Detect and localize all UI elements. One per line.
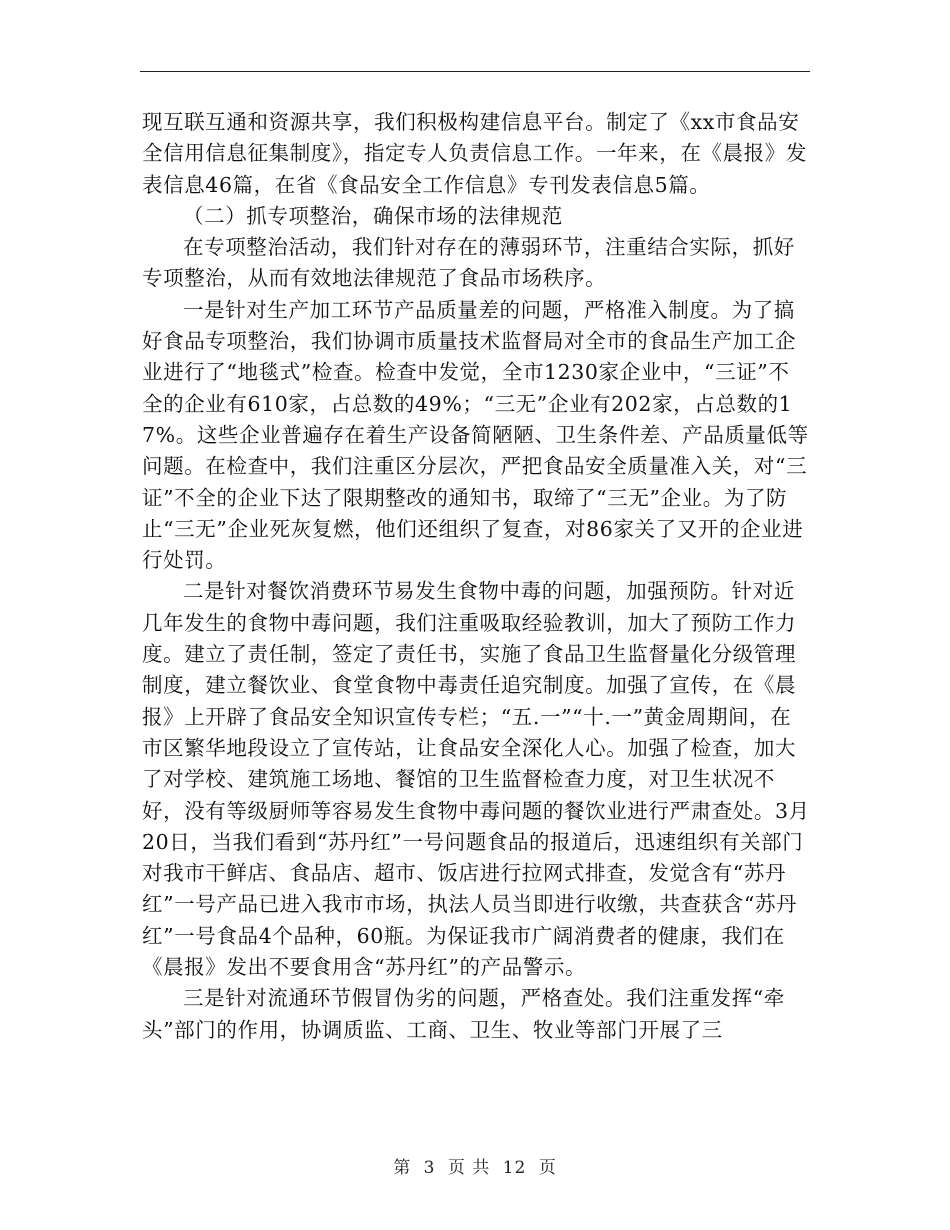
- section-heading: （二）抓专项整治，确保市场的法律规范: [183, 203, 563, 228]
- document-body: [142, 107, 810, 1046]
- footer-suffix: 页: [538, 1158, 557, 1178]
- paragraph-2: 在专项整治活动，我们针对存在的薄弱环节，注重结合实际，抓好专项整治，从而有效地法律规范了食品市场秩序。: [142, 235, 795, 291]
- footer-prefix: 第: [393, 1158, 412, 1178]
- header-rule: [140, 71, 810, 72]
- total-pages-number: 12: [502, 1158, 527, 1178]
- footer-middle: 页 共: [447, 1158, 491, 1178]
- paragraph-3: 一是针对生产加工环节产品质量差的问题，严格准入制度。为了搞好食品专项整治，我们协调市质量技术监督局对全市的食品生产加工企业进行了“地毯式”检查。检查中发觉，全市1230家企业中，“三证”不全的企业有610家，占总数的49%；“三无”企业有202家，占总数的17%。这些企业普遍存在着生产设备简陋陋、卫生条件差、产品质量低等问题。在检查中，我们注重区分层次，严把食品安全质量准入关，对“三证”不全的企业下达了限期整改的通知书，取缔了“三无”企业。为了防止“三无”企业死灰复燃，他们还组织了复查，对86家关了又开的企业进行处罚。: [142, 297, 809, 573]
- paragraph-1: 现互联互通和资源共享，我们积极构建信息平台。制定了《xx市食品安全信用信息征集制度》，指定专人负责信息工作。一年来，在《晨报》发表信息46篇，在省《食品安全工作信息》专刊发表信息5篇。: [142, 110, 807, 197]
- page-footer: [0, 1153, 950, 1178]
- paragraph-4: 二是针对餐饮消费环节易发生食物中毒的问题，加强预防。针对近几年发生的食物中毒问题，我们注重吸取经验教训，加大了预防工作力度。建立了责任制，签定了责任书，实施了食品卫生监督量化分级管理制度，建立餐饮业、食堂食物中毒责任追究制度。加强了宣传，在《晨报》上开辟了食品安全知识宣传专栏；“五.一”“十.一”黄金周期间，在市区繁华地段设立了宣传站，让食品安全深化人心。加强了检查，加大了对学校、建筑施工场地、餐馆的卫生监督检查力度，对卫生状况不好，没有等级厨师等容易发生食物中毒问题的餐饮业进行严肃查处。3月20日，当我们看到“苏丹红”一号问题食品的报道后，迅速组织有关部门对我市干鲜店、食品店、超市、饭店进行拉网式排查，发觉含有“苏丹红”一号产品已进入我市市场，执法人员当即进行收缴，共查获含“苏丹红”一号食品4个品种，60瓶。为保证我市广阔消费者的健康，我们在《晨报》发出不要食用含“苏丹红”的产品警示。: [142, 579, 810, 980]
- paragraph-5: 三是针对流通环节假冒伪劣的问题，严格查处。我们注重发挥“牵头”部门的作用，协调质监、工商、卫生、牧业等部门开展了三: [142, 986, 785, 1042]
- current-page-number: 3: [423, 1158, 436, 1178]
